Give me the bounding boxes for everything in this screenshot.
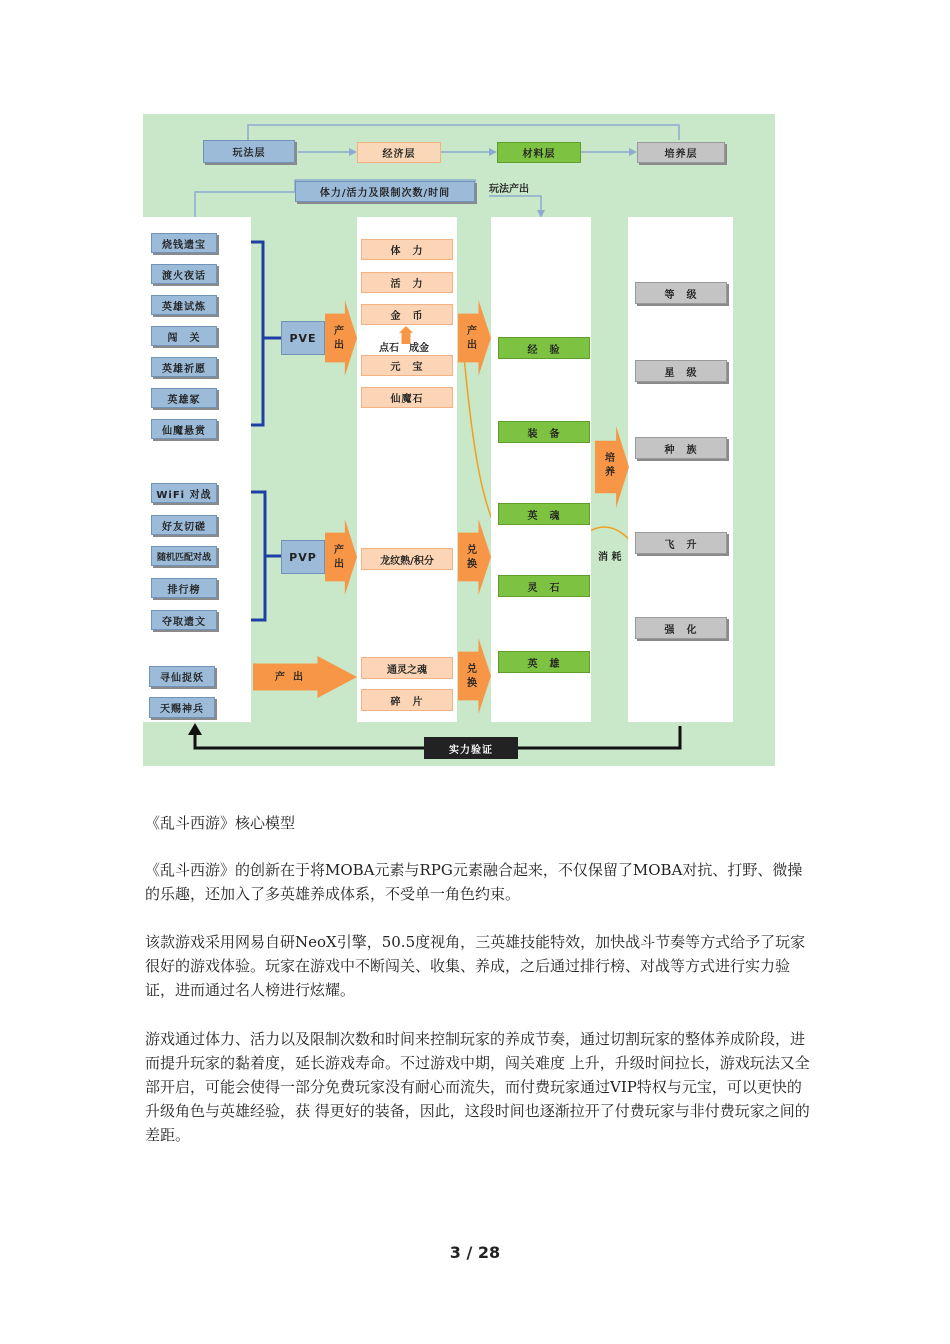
pve-mode: 英雄试炼 [151, 295, 217, 315]
produce-label: 产出 [467, 326, 477, 351]
pve-mode: 渡火夜话 [151, 264, 217, 284]
material-column [491, 217, 591, 722]
growth-item: 星 级 [635, 360, 727, 382]
pve-mode: 烧钱遗宝 [151, 233, 217, 253]
pvp-mode: 随机匹配对战 [151, 546, 217, 566]
produce-label: 产出 [334, 326, 344, 351]
economy-item: 仙魔石 [361, 387, 453, 408]
paragraph-2: 该款游戏采用网易自研NeoX引擎，50.5度视角，三英雄技能特效，加快战斗节奏等方式给予了玩家很好的游戏体验。玩家在游戏中不断闯关、收集、养成，之后通过排行榜、对战等方式进行实力验证，进而通过名人榜进行炫耀。 [145, 933, 806, 999]
economy-item: 元 宝 [361, 355, 453, 376]
material-item: 经 验 [498, 337, 590, 359]
economy-item: 碎 片 [361, 689, 453, 711]
growth-item: 等 级 [635, 282, 727, 304]
paragraph-1: 《乱斗西游》的创新在于将MOBA元素与RPG元素融合起来，不仅保留了MOBA对抗、打野、微操的乐趣，还加入了多英雄养成体系，不受单一角色约束。 [145, 861, 803, 903]
layer-growth: 培养层 [637, 142, 725, 163]
mode-pvp: PVP [281, 540, 325, 574]
material-item: 灵 石 [498, 575, 590, 597]
paragraph-3: 游戏通过体力、活力以及限制次数和时间来控制玩家的养成节奏，通过切割玩家的整体养成阶段，进而提升玩家的黏着度，延长游戏寿命。不过游戏中期，闯关难度 上升，升级时间拉长，游戏玩法又全部开启，可能会使得一部分免费玩家没有耐心而流失，而付费玩家通过VIP特权与元宝，可以更快的升级角色与英雄经验，获 得更好的装备，因此，这段时间也逐渐拉开了付费玩家与非付费玩家之间的差距。 [145, 1030, 810, 1144]
produce-label: 产出 [334, 545, 344, 570]
pvp-mode: 夺取遗文 [151, 610, 217, 630]
layer-play: 玩法层 [203, 140, 295, 163]
exchange-label: 兑换 [467, 545, 477, 570]
core-model-diagram [143, 114, 775, 766]
material-item: 装 备 [498, 421, 590, 443]
play-output-label: 玩法产出 [489, 184, 529, 195]
page-number: 3 / 28 [449, 1243, 501, 1262]
pvp-mode: 排行榜 [151, 578, 217, 598]
produce-label: 产出 [275, 672, 311, 683]
pvp-mode: 好友切磋 [151, 515, 217, 535]
pve-mode: 闯 关 [151, 326, 217, 346]
control-label: 体力/活力及限制次数/时间 [295, 181, 475, 202]
pve-mode: 英雄冢 [151, 388, 217, 408]
figure-caption: 《乱斗西游》核心模型 [145, 814, 296, 832]
other-mode: 寻仙捉妖 [149, 666, 215, 687]
conversion-label: 点石 成金 [379, 343, 429, 354]
economy-item: 体 力 [361, 239, 453, 260]
material-item: 英 魂 [498, 503, 590, 525]
material-item: 英 雄 [498, 651, 590, 673]
cultivate-label: 培养 [605, 453, 615, 478]
consume-label: 消 耗 [598, 552, 622, 563]
exchange-label: 兑换 [467, 664, 477, 689]
pve-mode: 仙魔悬赏 [151, 419, 217, 439]
economy-item: 龙纹熟/积分 [361, 548, 453, 570]
other-mode: 天赐神兵 [149, 697, 215, 718]
economy-item: 活 力 [361, 272, 453, 293]
verify-label: 实力验证 [424, 737, 518, 759]
growth-item: 飞 升 [635, 532, 727, 554]
mode-pve: PVE [281, 321, 325, 355]
pvp-mode: WiFi 对战 [151, 483, 217, 503]
layer-economy: 经济层 [357, 142, 441, 163]
growth-item: 强 化 [635, 617, 727, 639]
economy-item: 通灵之魂 [361, 657, 453, 679]
layer-material: 材料层 [497, 142, 581, 163]
play-column [143, 217, 251, 722]
economy-item: 金 币 [361, 304, 453, 325]
pve-mode: 英雄祈愿 [151, 357, 217, 377]
growth-item: 种 族 [635, 437, 727, 459]
